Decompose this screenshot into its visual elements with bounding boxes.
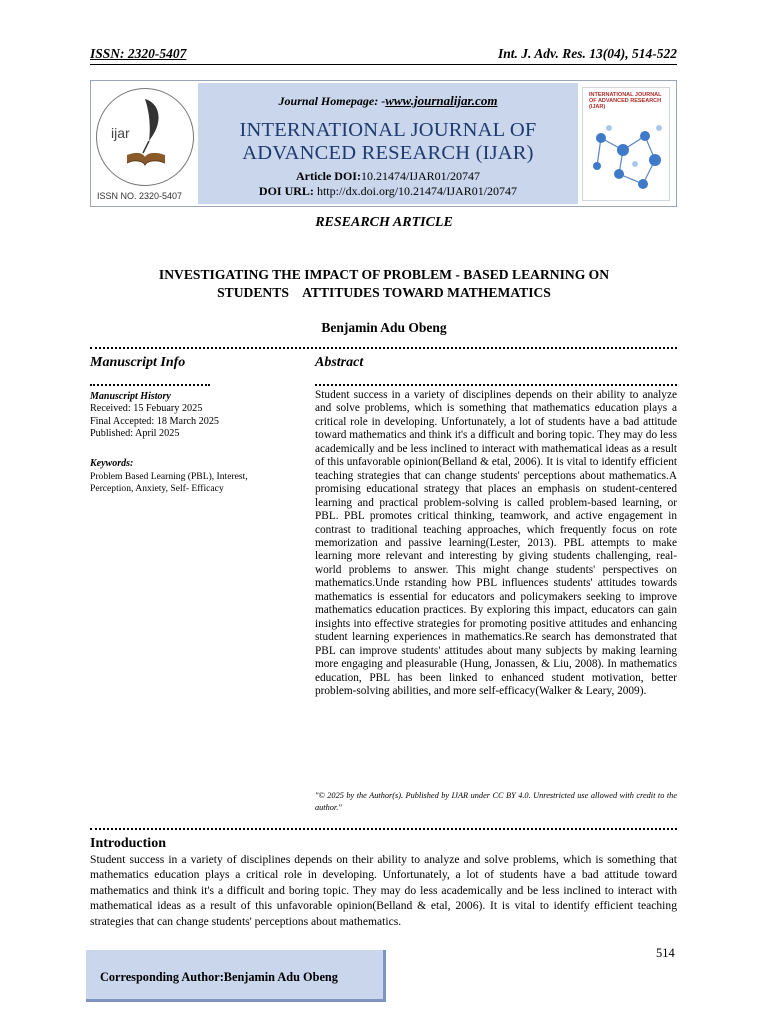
- cover-title: INTERNATIONAL JOURNAL OF ADVANCED RESEARCH (IJAR): [589, 92, 662, 110]
- divider: [90, 828, 677, 830]
- keywords-list: Problem Based Learning (PBL), Interest, Perception, Anxiety, Self- Efficacy: [90, 471, 248, 494]
- title-line1: INVESTIGATING THE IMPACT OF PROBLEM - BASED LEARNING ON: [158, 267, 610, 282]
- author-name: Benjamin Adu Obeng: [321, 320, 447, 335]
- manuscript-info-heading: Manuscript Info: [90, 355, 186, 370]
- divider: [315, 384, 677, 386]
- doi-url-label: DOI URL:: [258, 184, 314, 198]
- divider: [90, 347, 677, 349]
- homepage-label: Journal Homepage: -: [278, 94, 386, 108]
- banner-center: [198, 83, 578, 204]
- published-date: Published: April 2025: [90, 428, 180, 439]
- logo-text: ijar: [111, 125, 130, 141]
- license-note: "© 2025 by the Author(s). Published by IJAR under CC BY 4.0. Unrestricted use allowed with credit to the author.": [315, 791, 677, 812]
- manuscript-history-heading: Manuscript History: [90, 391, 171, 402]
- article-type: RESEARCH ARTICLE: [315, 215, 453, 230]
- journal-name: [198, 119, 578, 165]
- journal-homepage: [198, 93, 578, 109]
- journal-banner: [90, 80, 677, 207]
- journal-citation: Int. J. Adv. Res. 13(04), 514-522: [498, 46, 677, 61]
- abstract-heading: Abstract: [315, 355, 364, 370]
- title-line2: STUDENTS  ATTITUDES TOWARD MATHEMATICS: [217, 285, 551, 300]
- corresponding-author: Corresponding Author:Benjamin Adu Obeng: [100, 970, 338, 984]
- issn-label: ISSN: 2320-5407: [90, 46, 187, 61]
- running-header: [90, 44, 677, 65]
- manuscript-history: [90, 403, 219, 441]
- received-date: Received: 15 Febuary 2025: [90, 403, 203, 414]
- cover-thumbnail: [582, 87, 670, 201]
- introduction-text: Student success in a variety of disciplines depends on their ability to analyze and solve problems, which is something that mathematics education plays a critical role in developing. Unfortunately, a lot of students have a bad attitude toward mathematics and think it's a difficult and boring topic. They may do less academically and be less inclined to interact with mathematical ideas as a result of this unfavorable opinion(Belland & etal, 2006). It is vital to identify efficient teaching strategies that can change students' perceptions about mathematics.: [90, 853, 677, 928]
- article-title: [110, 266, 658, 302]
- introduction-heading: Introduction: [90, 836, 166, 851]
- journal-name-line1: INTERNATIONAL JOURNAL OF: [239, 119, 537, 141]
- abstract-text: Student success in a variety of disciplines depends on their ability to analyze and solve problems, which is something that mathematics education plays a critical role in developing. Unfortunately, a lot of students have a bad attitude toward mathematics and think it's a difficult and boring topic. They may do less academically and be less inclined to interact with mathematical ideas as a result of this unfavorable opinion(Belland & etal, 2006). It is vital to identify efficient teaching strategies that can change students' perceptions about mathematics.A promising educational strategy that places an emphasis on student-centered learning and practical problem-solving is called problem-based learning, or PBL. PBL promotes critical thinking, teamwork, and active engagement in contrast to traditional teaching approaches, which frequently focus on rote memorization and passive learning(Lester, 2013). PBL attempts to make learning more relevant and interesting by giving students challenging, real-world problems to answer. This might change students' perspectives on mathematics.Unde rstanding how PBL influences students' attitudes towards mathematics is essential for educators and policymakers seeking to improve mathematics education practices. By exploring this impact, educators can gain insights into effective strategies for promoting positive attitudes and enhancing student learning experiences in mathematics.Re search has demonstrated that PBL can improve students' attitudes about many subjects by making learning more engaging and pleasurable (Hung, Jonassen, & Liu, 2008). In mathematics education, PBL has been linked to enhanced student motivation, better problem-solving abilities, and more self-efficacy(Walker & Leary, 2009).: [315, 389, 677, 697]
- page-number: 514: [656, 946, 675, 960]
- corresponding-author-box: [86, 950, 386, 1002]
- journal-name-line2: ADVANCED RESEARCH (IJAR): [242, 142, 534, 164]
- doi-url-link[interactable]: http://dx.doi.org/10.21474/IJAR01/20747: [316, 184, 518, 198]
- accepted-date: Final Accepted: 18 March 2025: [90, 415, 220, 427]
- keywords-heading: Keywords:: [90, 458, 134, 469]
- journal-cover: [578, 83, 674, 204]
- logo-issn: ISSN NO. 2320-5407: [97, 191, 183, 201]
- homepage-link[interactable]: www.journalijar.com: [385, 93, 498, 108]
- doi-block: [198, 169, 578, 199]
- article-doi-label: Article DOI:: [296, 169, 361, 183]
- divider: [90, 384, 210, 386]
- article-doi: 10.21474/IJAR01/20747: [360, 169, 480, 183]
- molecule-icon: [583, 88, 669, 200]
- journal-logo: [93, 83, 198, 204]
